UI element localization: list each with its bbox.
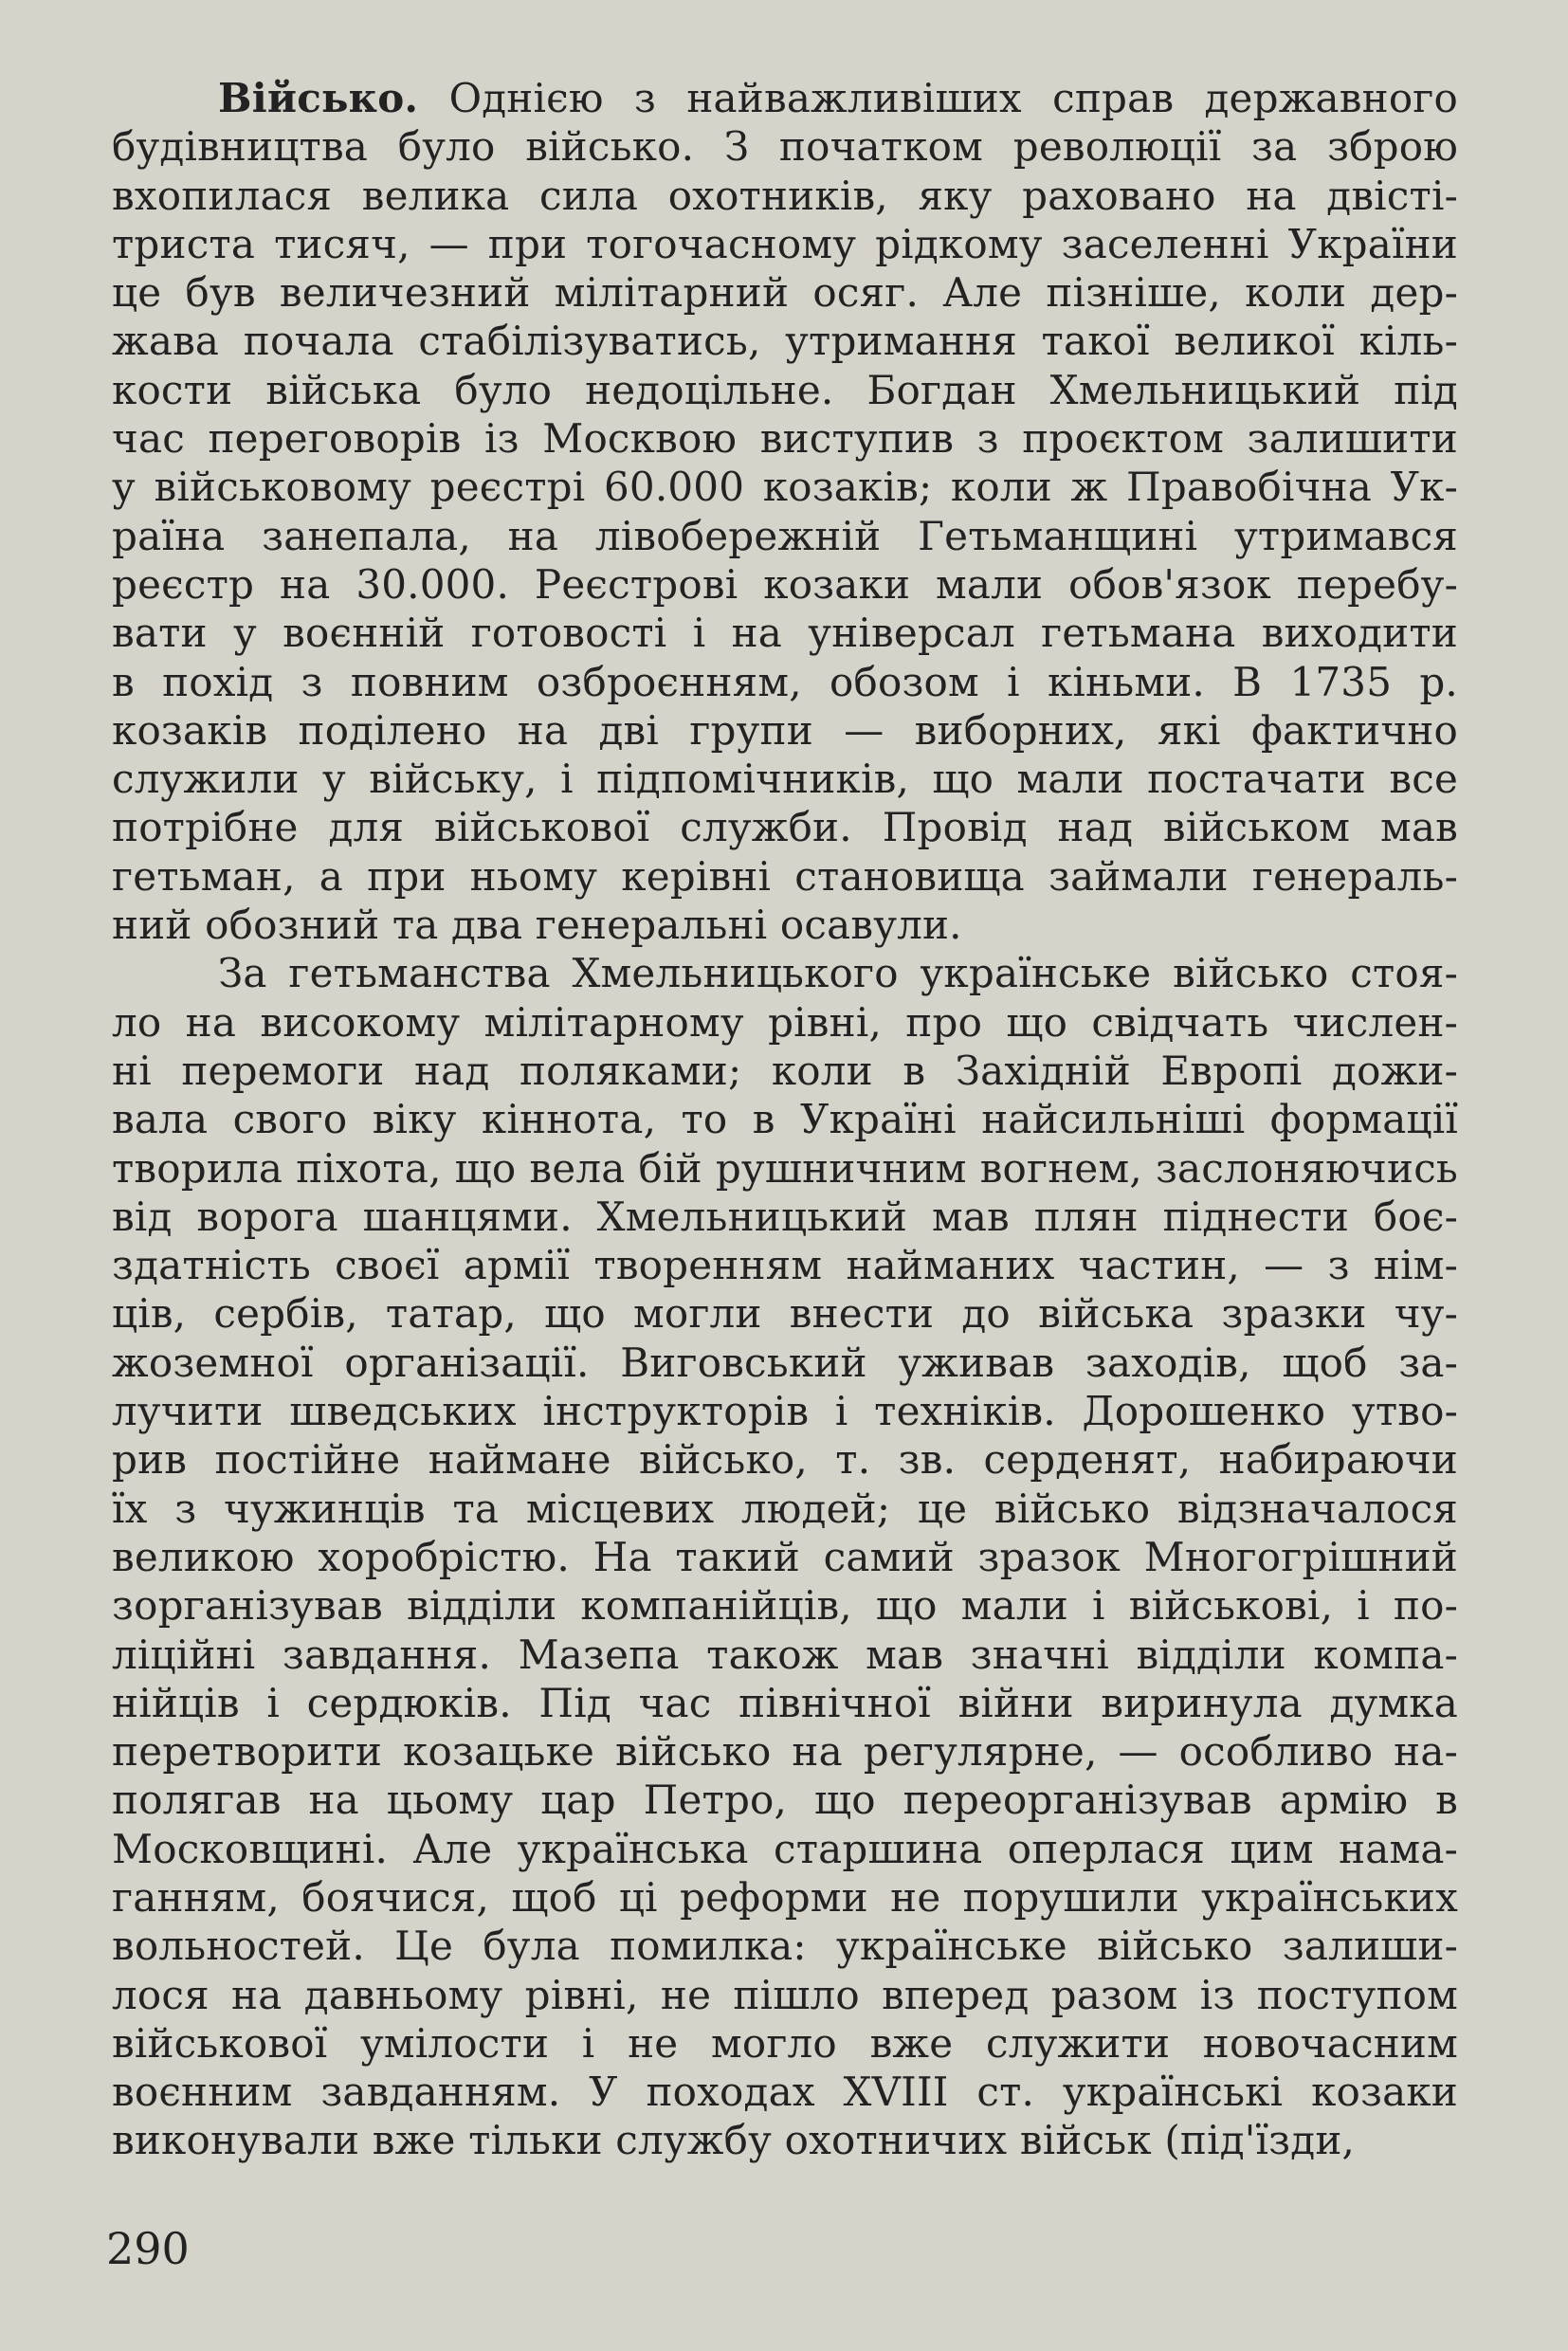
text-line: вхопилася велика сила охотників, яку раховано на двісті- bbox=[112, 172, 1458, 219]
text-line: їх з чужинців та місцевих людей; це військо відзначалося bbox=[112, 1485, 1458, 1532]
text-line: перетворити козацьке військо на регулярне, — особливо на- bbox=[112, 1728, 1458, 1776]
text-line: ні перемоги над поляками; коли в Західній Европі дожи- bbox=[112, 1047, 1458, 1094]
text-line: козаків поділено на дві групи — виборних, які фактично bbox=[112, 706, 1458, 754]
text-line: Московщині. Але українська старшина оперлася цим нама- bbox=[112, 1825, 1458, 1872]
text-line: це був величезний мілітарний осяг. Але пізніше, коли дер- bbox=[112, 269, 1458, 317]
text-line: від ворога шанцями. Хмельницький мав плян піднести боє- bbox=[112, 1193, 1458, 1240]
text-line: воєнним завданням. У походах XVIII ст. українські козаки bbox=[112, 2069, 1458, 2116]
text-line: великою хоробрістю. На такий самий зразок Многогрішний bbox=[112, 1533, 1458, 1580]
page-text bbox=[112, 74, 1458, 2165]
text-line: триста тисяч, — при тогочасному рідкому заселенні України bbox=[112, 220, 1458, 267]
text-line: рив постійне наймане військо, т. зв. серденят, набираючи bbox=[112, 1436, 1458, 1484]
text-line: реєстр на 30.000. Реєстрові козаки мали обов'язок перебу- bbox=[112, 560, 1458, 608]
paragraph-military bbox=[112, 74, 1458, 949]
text-line: служили у війську, і підпомічників, що мали постачати все bbox=[112, 756, 1458, 803]
text-line: раїна занепала, на лівобережній Гетьманщині утримався bbox=[112, 512, 1458, 559]
text-line: жава почала стабілізуватись, утримання такої великої кіль- bbox=[112, 318, 1458, 365]
text-line: вольностей. Це була помилка: українське військо залиши- bbox=[112, 1923, 1458, 1970]
page-number: 290 bbox=[106, 2223, 190, 2274]
text-line: здатність своєї армії творенням найманих частин, — з нім- bbox=[112, 1242, 1458, 1289]
text-line: у військовому реєстрі 60.000 козаків; коли ж Правобічна Ук- bbox=[112, 464, 1458, 511]
text-line: полягав на цьому цар Петро, що переорганізував армію в bbox=[112, 1777, 1458, 1824]
text-line: будівництва було військо. З початком революції за зброю bbox=[112, 123, 1458, 171]
text-line: вала свого віку кіннота, то в Україні найсильніші формації bbox=[112, 1096, 1458, 1143]
text-line: виконували вже тільки службу охотничих військ (під'їзди, bbox=[112, 2117, 1356, 2164]
text-line: лося на давньому рівні, не пішло вперед разом із поступом bbox=[112, 1971, 1458, 2018]
text-line: зорганізував відділи компанійців, що мали і військові, і по- bbox=[112, 1582, 1458, 1630]
text-line: ців, сербів, татар, що могли внести до війська зразки чу- bbox=[112, 1290, 1458, 1338]
text-line: потрібне для військової служби. Провід над військом мав bbox=[112, 804, 1458, 851]
text-line: ний обозний та два генеральні осавули. bbox=[112, 902, 962, 949]
text-line: кости війська було недоцільне. Богдан Хмельницький під bbox=[112, 366, 1458, 413]
text-line: в похід з повним озброєнням, обозом і кіньми. В 1735 р. bbox=[112, 658, 1458, 705]
paragraph-hetmanate-army bbox=[112, 949, 1458, 2164]
text-line: гетьман, а при ньому керівні становища займали генераль- bbox=[112, 852, 1458, 900]
text-line: творила піхота, що вела бій рушничним вогнем, заслоняючись bbox=[112, 1144, 1458, 1192]
text-line: військової умілости і не могло вже служити новочасним bbox=[112, 2019, 1458, 2067]
text-line: ганням, боячися, щоб ці реформи не порушили українських bbox=[112, 1873, 1458, 1921]
text-line: ліційні завдання. Мазепа також мав значні відділи компа- bbox=[112, 1631, 1458, 1678]
heading-line-text: Однією з найважливіших справ державного bbox=[448, 75, 1458, 121]
text-line: жоземної організації. Виговський уживав заходів, щоб за- bbox=[112, 1339, 1458, 1386]
text-line bbox=[112, 74, 1458, 122]
text-line: нійців і сердюків. Під час північної війни виринула думка bbox=[112, 1679, 1458, 1726]
text-line: ло на високому мілітарному рівні, про що свідчать числен- bbox=[112, 998, 1458, 1046]
text-line: лучити шведських інструкторів і техніків. Дорошенко утво- bbox=[112, 1388, 1458, 1435]
section-heading: Військо. bbox=[218, 75, 419, 121]
text-line: час переговорів із Москвою виступив з проєктом залишити bbox=[112, 415, 1458, 463]
text-line: вати у воєнній готовості і на універсал гетьмана виходити bbox=[112, 610, 1458, 657]
text-line: За гетьманства Хмельницького українське військо стоя- bbox=[218, 950, 1458, 997]
